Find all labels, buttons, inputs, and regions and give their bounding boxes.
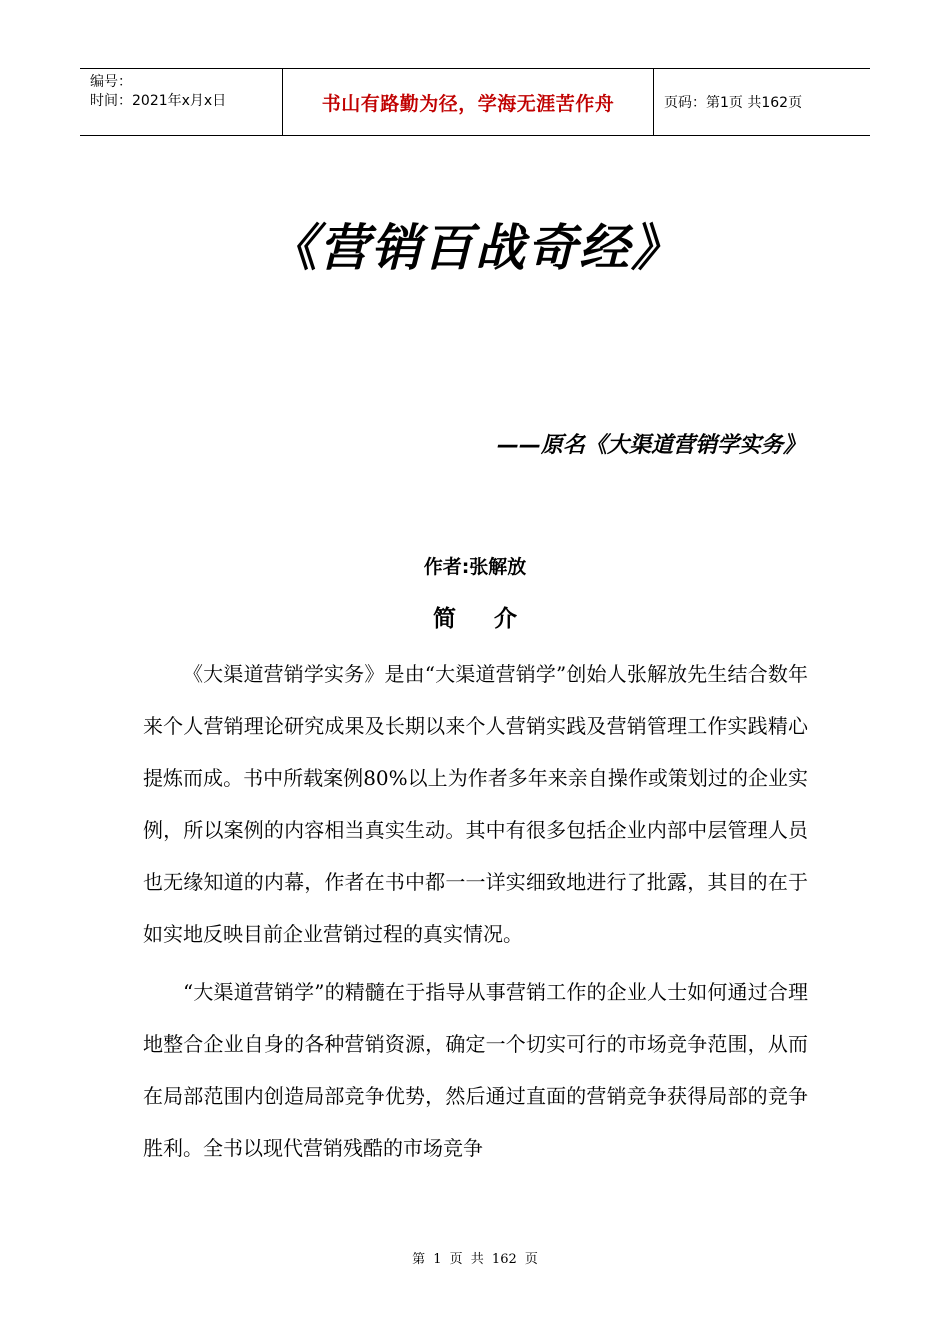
author-line: 作者:张解放 [423,556,527,578]
number-label: 编号： [90,74,132,90]
header-page-info: 页码：第1页 共162页 [664,95,803,111]
page-footer: 第 1 页 共 162 页 [412,1252,538,1267]
document-subtitle: ——原名《大渠道营销学实务》 [496,433,805,458]
intro-heading: 简介 [433,605,555,632]
document-header [80,68,870,136]
paragraph: “大渠道营销学”的精髓在于指导从事营销工作的企业人士如何通过合理地整合企业自身的各种营销资源，确定一个切实可行的市场竞争范围，从而在局部范围内创造局部竞争优势，然后通过直面的营销竞争获得局部的竞争胜利。全书以现代营销残酷的市场竞争 [143,980,808,1160]
document-title: 《营销百战奇经》 [267,219,683,277]
time-label: 时间：2021年x月x日 [90,93,227,109]
paragraph: 《大渠道营销学实务》是由“大渠道营销学”创始人张解放先生结合数年来个人营销理论研究成果及长期以来个人营销实践及营销管理工作实践精心提炼而成。书中所载案例80%以上为作者多年来亲自操作或策划过的企业实例，所以案例的内容相当真实生动。其中有很多包括企业内部中层管理人员也无缘知道的内幕，作者在书中都一一详实细致地进行了批露，其目的在于如实地反映目前企业营销过程的真实情况。 [143,662,808,946]
header-meta [80,69,282,135]
header-motto: 书山有路勤为径，学海无涯苦作舟 [282,69,654,135]
intro-body [143,648,808,1174]
